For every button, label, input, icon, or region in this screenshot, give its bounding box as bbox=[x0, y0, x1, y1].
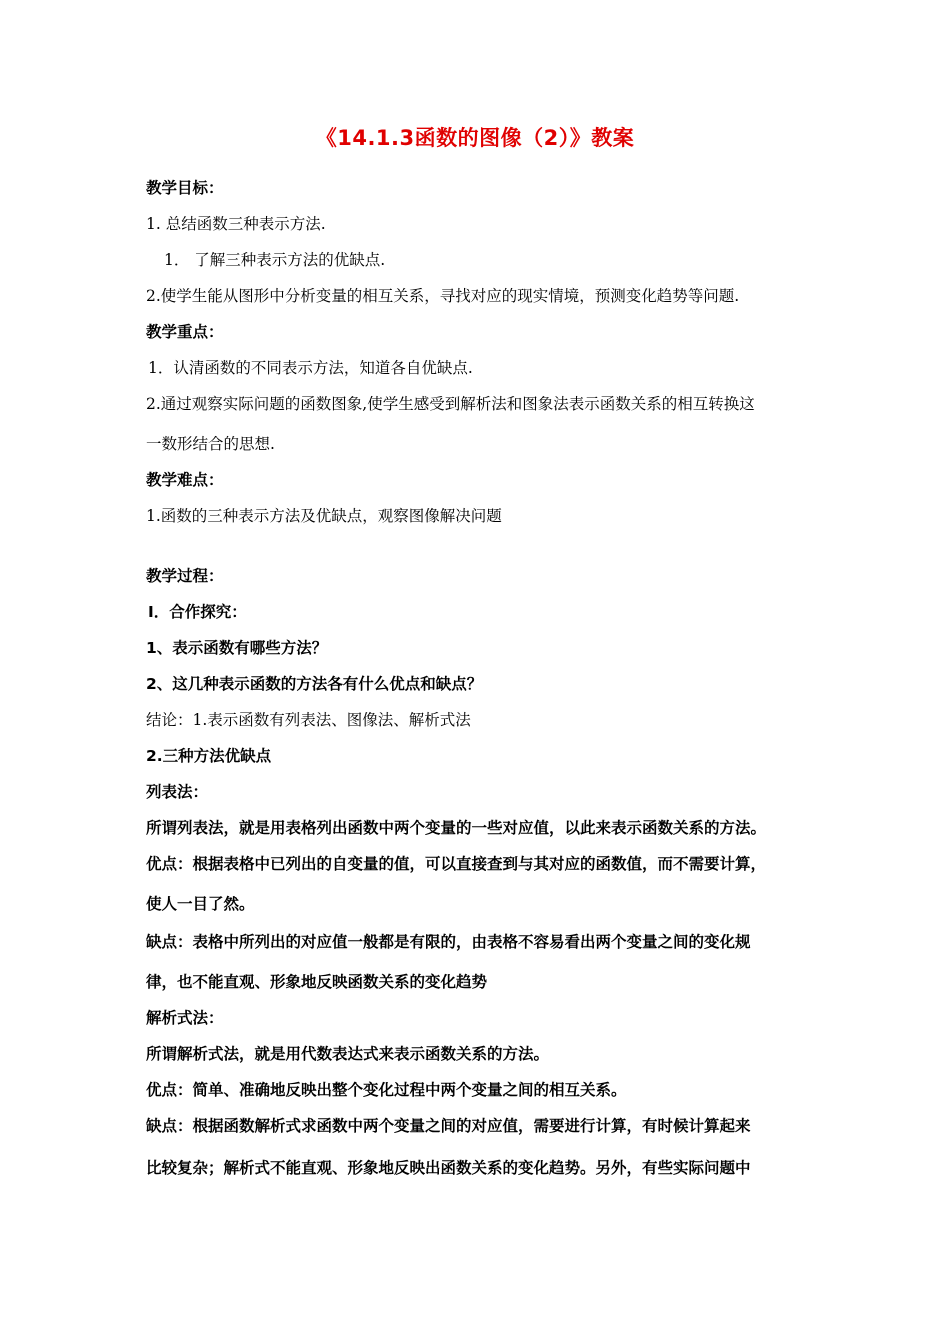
conclusion-1: 结论：1.表示函数有列表法、图像法、解析式法 bbox=[146, 711, 471, 729]
analytic-method-definition: 所谓解析式法，就是用代数表达式来表示函数关系的方法。 bbox=[146, 1045, 550, 1063]
table-method-disadvantages: 缺点：表格中所列出的对应值一般都是有限的，由表格不容易看出两个变量之间的变化规 bbox=[146, 933, 751, 951]
table-method-definition: 所谓列表法，就是用表格列出函数中两个变量的一些对应值，以此来表示函数关系的方法。 bbox=[146, 819, 767, 837]
heading-teaching-process: 教学过程： bbox=[146, 567, 224, 585]
key-point-2-cont: 一数形结合的思想. bbox=[146, 435, 275, 453]
heading-difficulties: 教学难点： bbox=[146, 471, 224, 489]
objective-item-2: 2.使学生能从图形中分析变量的相互关系，寻找对应的现实情境，预测变化趋势等问题. bbox=[146, 287, 740, 305]
heading-teaching-objectives: 教学目标： bbox=[146, 179, 224, 197]
section-cooperative-inquiry: Ⅰ．合作探究： bbox=[148, 603, 247, 621]
objective-item-1-sub: 1． 了解三种表示方法的优缺点. bbox=[164, 251, 386, 269]
analytic-method-disadvantages: 缺点：根据函数解析式求函数中两个变量之间的对应值，需要进行计算，有时候计算起来 bbox=[146, 1117, 751, 1135]
analytic-method-disadvantages-cont: 比较复杂；解析式不能直观、形象地反映出函数关系的变化趋势。另外，有些实际问题中 bbox=[146, 1159, 751, 1177]
objective-item-1: 1. 总结函数三种表示方法. bbox=[146, 215, 326, 233]
heading-table-method: 列表法： bbox=[146, 783, 209, 801]
heading-analytic-method: 解析式法： bbox=[146, 1009, 224, 1027]
heading-key-points: 教学重点： bbox=[146, 323, 224, 341]
key-point-2: 2.通过观察实际问题的函数图象,使学生感受到解析法和图象法表示函数关系的相互转换这 bbox=[146, 395, 755, 413]
difficulty-1: 1.函数的三种表示方法及优缺点，观察图像解决问题 bbox=[146, 507, 502, 525]
document-title: 《14.1.3函数的图像（2）》教案 bbox=[315, 126, 635, 150]
question-2: 2、这几种表示函数的方法各有什么优点和缺点？ bbox=[146, 675, 483, 693]
key-point-1: 1．认清函数的不同表示方法，知道各自优缺点. bbox=[148, 359, 473, 377]
table-method-advantages: 优点：根据表格中已列出的自变量的值，可以直接查到与其对应的函数值，而不需要计算， bbox=[146, 855, 767, 873]
conclusion-2-heading: 2.三种方法优缺点 bbox=[146, 747, 272, 765]
question-1: 1、表示函数有哪些方法？ bbox=[146, 639, 328, 657]
table-method-advantages-cont: 使人一目了然。 bbox=[146, 895, 255, 913]
table-method-disadvantages-cont: 律，也不能直观、形象地反映函数关系的变化趋势 bbox=[146, 973, 488, 991]
analytic-method-advantages: 优点：简单、准确地反映出整个变化过程中两个变量之间的相互关系。 bbox=[146, 1081, 627, 1099]
